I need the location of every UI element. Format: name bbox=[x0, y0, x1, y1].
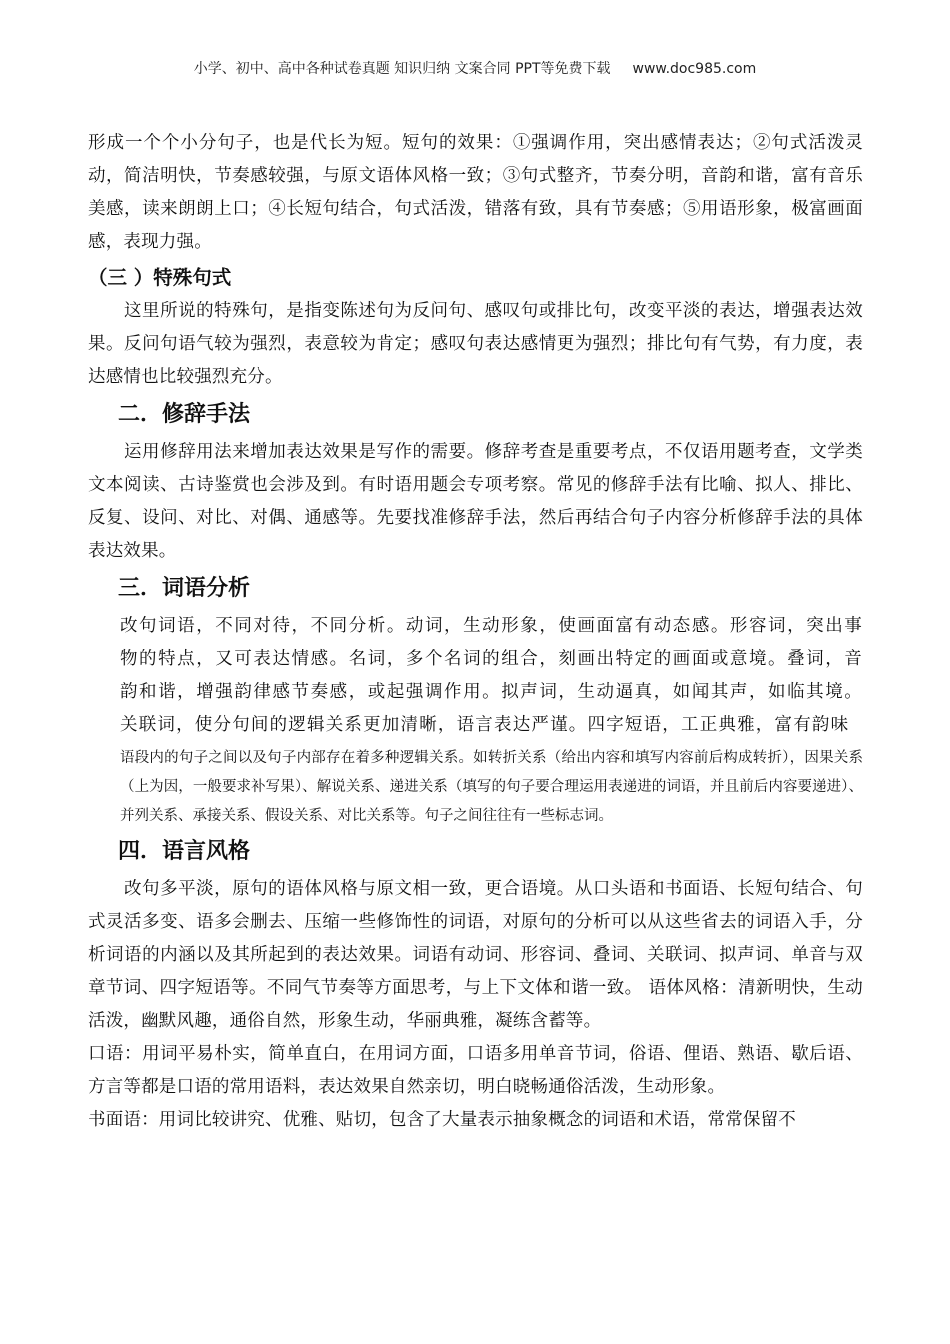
paragraph-oral-language: 口语：用词平易朴实，简单直白，在用词方面，口语多用单音节词，俗语、俚语、熟语、歇后语、方言等都是口语的常用语料，表达效果自然亲切，明白晓畅通俗活泼，生动形象。 bbox=[88, 1044, 863, 1097]
paragraph-short-sentences: 形成一个个小分句子，也是代长为短。短句的效果：①强调作用，突出感情表达；②句式活泼灵动，简洁明快，节奏感较强，与原文语体风格一致；③句式整齐，节奏分明，音韵和谐，富有音乐美感，读来朗朗上口；④长短句结合，句式活泼，错落有致，具有节奏感；⑤用语形象，极富画面感，表现力强。 bbox=[88, 133, 863, 252]
paragraph-logic-relations: 语段内的句子之间以及句子内部存在着多种逻辑关系。如转折关系（给出内容和填写内容前后构成转折），因果关系（上为因，一般要求补写果）、解说关系、递进关系（填写的句子要合理运用表递进的词语，并且前后内容要递进）、并列关系、承接关系、假设关系、对比关系等。句子之间往往有一些标志词。 bbox=[120, 750, 863, 824]
paragraph-word-analysis: 改句词语，不同对待，不同分析。动词，生动形象，使画面富有动态感。形容词，突出事物的特点，又可表达情感。名词，多个名词的组合，刻画出特定的画面或意境。叠词，音韵和谐，增强韵律感节奏感，或起强调作用。拟声词，生动逼真，如闻其声，如临其境。关联词，使分句间的逻辑关系更加清晰，语言表达严谨。四字短语，工正典雅，富有韵味 bbox=[120, 616, 863, 735]
heading-language-style: 四．语言风格 bbox=[118, 839, 251, 864]
paragraph-special-sentences: 这里所说的特殊句，是指变陈述句为反问句、感叹句或排比句，改变平淡的表达，增强表达效果。反问句语气较为强烈，表意较为肯定；感叹句表达感情更为强烈；排比句有气势，有力度，表达感情也比较强烈充分。 bbox=[88, 301, 863, 387]
paragraph-rhetoric: 运用修辞用法来增加表达效果是写作的需要。修辞考查是重要考点，不仅语用题考查，文学类文本阅读、古诗鉴赏也会涉及到。有时语用题会专项考察。常见的修辞手法有比喻、拟人、排比、反复、设问、对比、对偶、通感等。先要找准修辞手法，然后再结合句子内容分析修辞手法的具体表达效果。 bbox=[88, 442, 863, 561]
heading-rhetoric: 二．修辞手法 bbox=[118, 402, 251, 427]
paragraph-language-style: 改句多平淡，原句的语体风格与原文相一致，更合语境。从口头语和书面语、长短句结合、句式灵活多变、语多会删去、压缩一些修饰性的词语，对原句的分析可以从这些省去的词语入手，分析词语的内涵以及其所起到的表达效果。词语有动词、形容词、叠词、关联词、拟声词、单音与双章节词、四字短语等。不同气节奏等方面思考，与上下文体和谐一致。 语体风格：清新明快，生动活泼，幽默风趣，通俗自然，形象生动，华丽典雅，凝练含蓄等。 bbox=[88, 879, 863, 1031]
heading-word-analysis: 三．词语分析 bbox=[118, 576, 251, 601]
heading-special-sentences: （三 ）特殊句式 bbox=[88, 266, 232, 289]
header-site-link[interactable]: www.doc985.com bbox=[632, 61, 757, 77]
document-body bbox=[88, 127, 863, 1137]
paragraph-written-language: 书面语：用词比较讲究、优雅、贴切，包含了大量表示抽象概念的词语和术语，常常保留不 bbox=[88, 1110, 796, 1130]
header-text: 小学、初中、高中各种试卷真题 知识归纳 文案合同 PPT等免费下载 bbox=[193, 61, 611, 77]
page-header bbox=[0, 58, 950, 78]
